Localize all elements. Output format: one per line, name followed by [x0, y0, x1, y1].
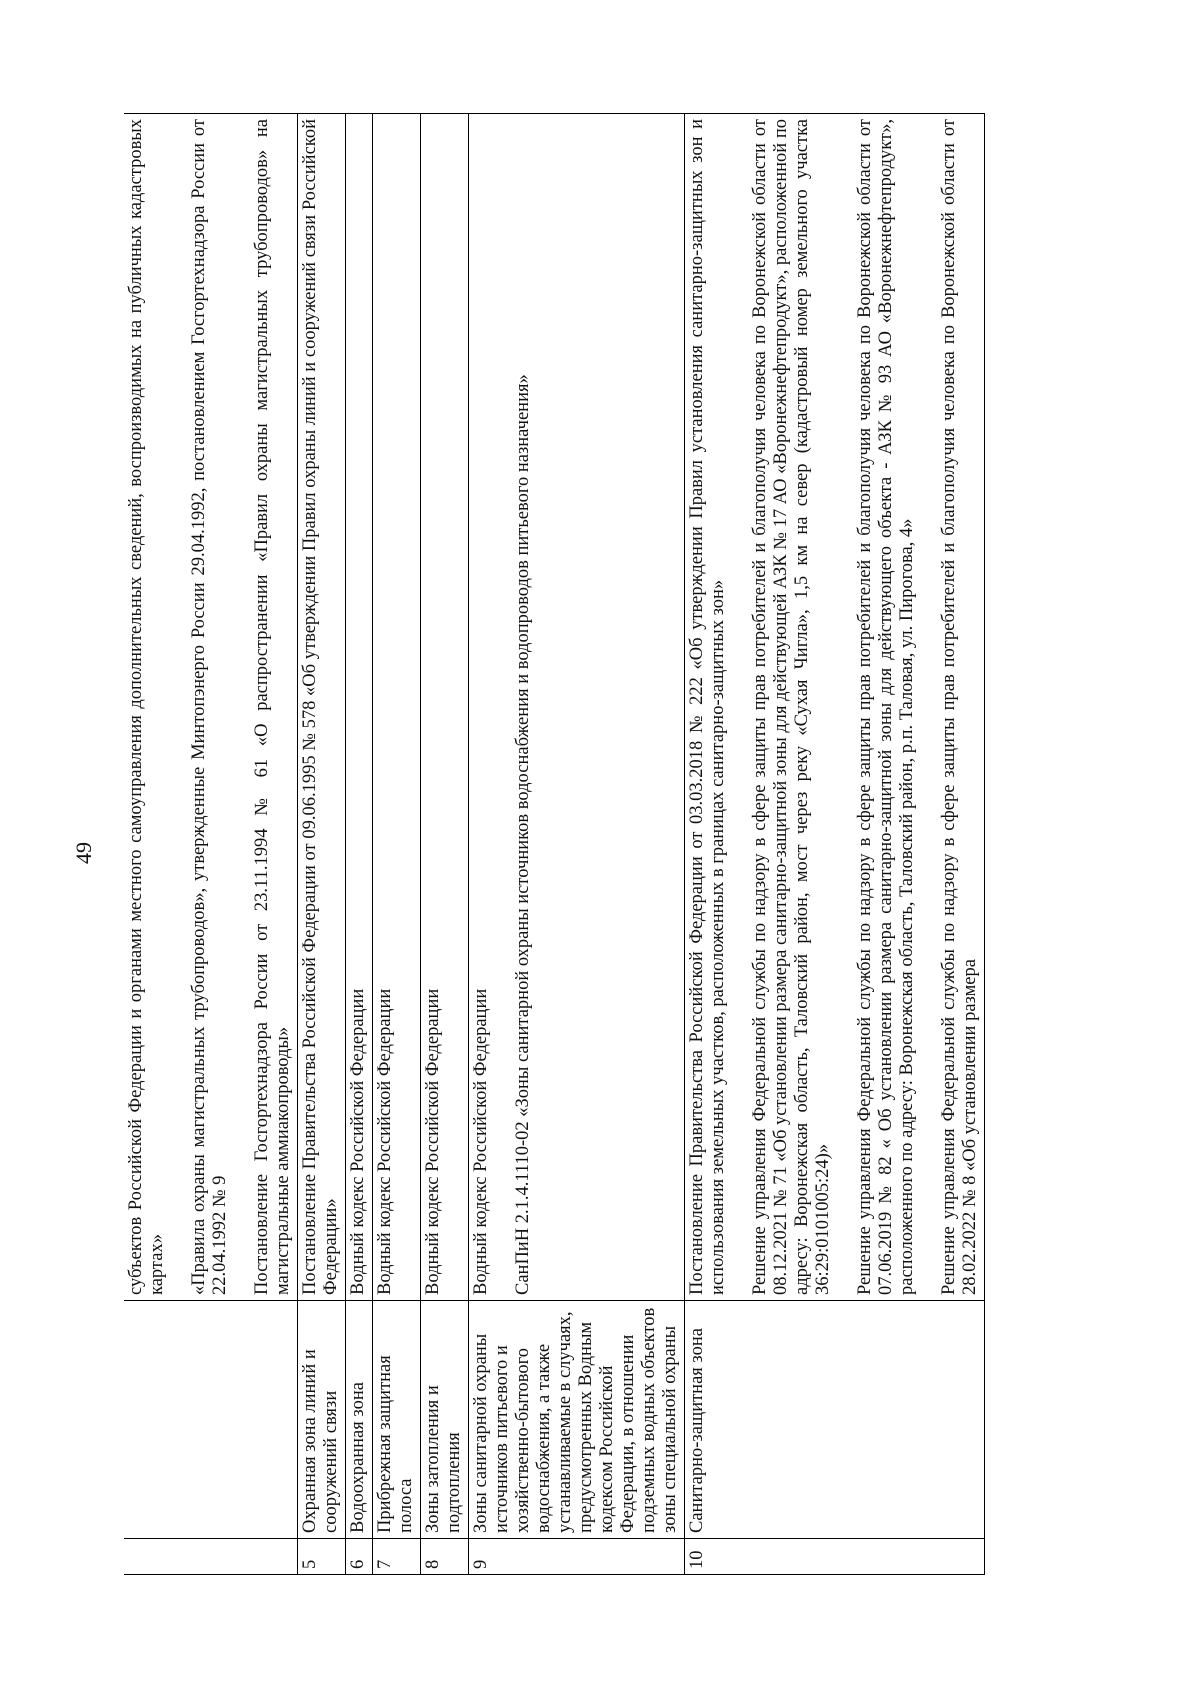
regulatory-documents	[469, 114, 685, 1301]
row-number: 10	[685, 1539, 985, 1575]
table-row	[346, 114, 373, 1575]
zone-name: Зоны затопления и подтопления	[421, 1301, 469, 1539]
regulatory-documents	[346, 114, 373, 1301]
table-row	[469, 114, 685, 1575]
page-number: 49	[71, 842, 96, 864]
document-reference: Водный кодекс Российской Федерации	[375, 988, 395, 1295]
rotated-page-content	[124, 113, 1098, 1575]
zone-name	[124, 1301, 298, 1539]
document-reference: Водный кодекс Российской Федерации	[423, 988, 443, 1295]
document-reference: Решение управления Федеральной службы по надзору в сфере защиты прав потребителей и благополучия человека по Воронежской области от 28.02.2022 № 8 «Об установлении размера	[939, 119, 980, 1295]
table-row	[421, 114, 469, 1575]
document-reference: «Правила охраны магистральных трубопроводов», утвержденные Минтопэнерго России 29.04.1992, постановлением Госгортехнадзора России от 22.04.1992 № 9	[189, 119, 230, 1295]
document-reference: СанПиН 2.1.4.1110-02 «Зоны санитарной охраны источников водоснабжения и водопроводов питьевого назначения»	[513, 374, 533, 1295]
document-reference: Водный кодекс Российской Федерации	[471, 988, 491, 1295]
document-reference: Постановление Правительства Российской Федерации от 09.06.1995 № 578 «Об утверждении Правил охраны линий и сооружений связи Российской Федерации»	[300, 119, 341, 1295]
row-number: 8	[421, 1539, 469, 1575]
document-reference: Водный кодекс Российской Федерации	[348, 988, 368, 1295]
table-row	[298, 114, 346, 1575]
document-reference: Постановление Правительства Российской Федерации от 03.03.2018 № 222 «Об утверждении Правил установления санитарно-защитных зон и использования земельных участков, расположенных в границах санитарно-защитных зон»	[687, 119, 728, 1295]
table-row	[124, 114, 298, 1575]
document-reference: субъектов Российской Федерации и органами местного самоуправления дополнительных сведений, воспроизводимых на публичных кадастровых картах»	[126, 119, 167, 1295]
row-number: 7	[373, 1539, 421, 1575]
zone-name: Санитарно-защитная зона	[685, 1301, 985, 1539]
regulatory-documents	[421, 114, 469, 1301]
row-number: 9	[469, 1539, 685, 1575]
zone-name: Охранная зона линий и сооружений связи	[298, 1301, 346, 1539]
zone-name: Прибрежная защитная полоса	[373, 1301, 421, 1539]
zones-table	[124, 113, 985, 1575]
table-row	[373, 114, 421, 1575]
regulatory-documents	[124, 114, 298, 1301]
row-number: 5	[298, 1539, 346, 1575]
regulatory-documents	[373, 114, 421, 1301]
zones-table-body	[124, 114, 985, 1575]
row-number	[124, 1539, 298, 1575]
table-row	[685, 114, 985, 1575]
zone-name: Водоохранная зона	[346, 1301, 373, 1539]
regulatory-documents	[298, 114, 346, 1301]
row-number: 6	[346, 1539, 373, 1575]
document-reference: Решение управления Федеральной службы по надзору в сфере защиты прав потребителей и благополучия человека по Воронежской области от 08.12.2021 № 71 «Об установлении размера санитарно-защитной зоны для действующей АЗК № 17 АО «Воронежнефтепродукт», расположенной по адресу: Воронежская область, Таловский район, мост через реку «Сухая Чигла», 1,5 км на север (кадастровый номер земельного участка 36:29:0101005:24)»	[750, 119, 833, 1295]
document-reference: Постановление Госгортехнадзора России от 23.11.1994 № 61 «О распространении «Правил охраны магистральных трубопроводов» на магистральные аммиакопроводы»	[252, 119, 293, 1295]
regulatory-documents	[685, 114, 985, 1301]
document-reference: Решение управления Федеральной службы по надзору в сфере защиты прав потребителей и благополучия человека по Воронежской области от 07.06.2019 № 82 « Об установлении размера санитарно-защитной зоны для действующего объекта - АЗК № 93 АО «Воронежнефтепродукт», расположенного по адресу: Воронежская область, Таловский район, р.п. Таловая, ул. Пирогова, 4»	[855, 119, 917, 1295]
zone-name: Зоны санитарной охраны источников питьевого и хозяйственно-бытового водоснабжения, а также устанавливаемые в случаях, предусмотренных Водным кодексом Российской Федерации, в отношении подземных водных объектов зоны специальной охраны	[469, 1301, 685, 1539]
